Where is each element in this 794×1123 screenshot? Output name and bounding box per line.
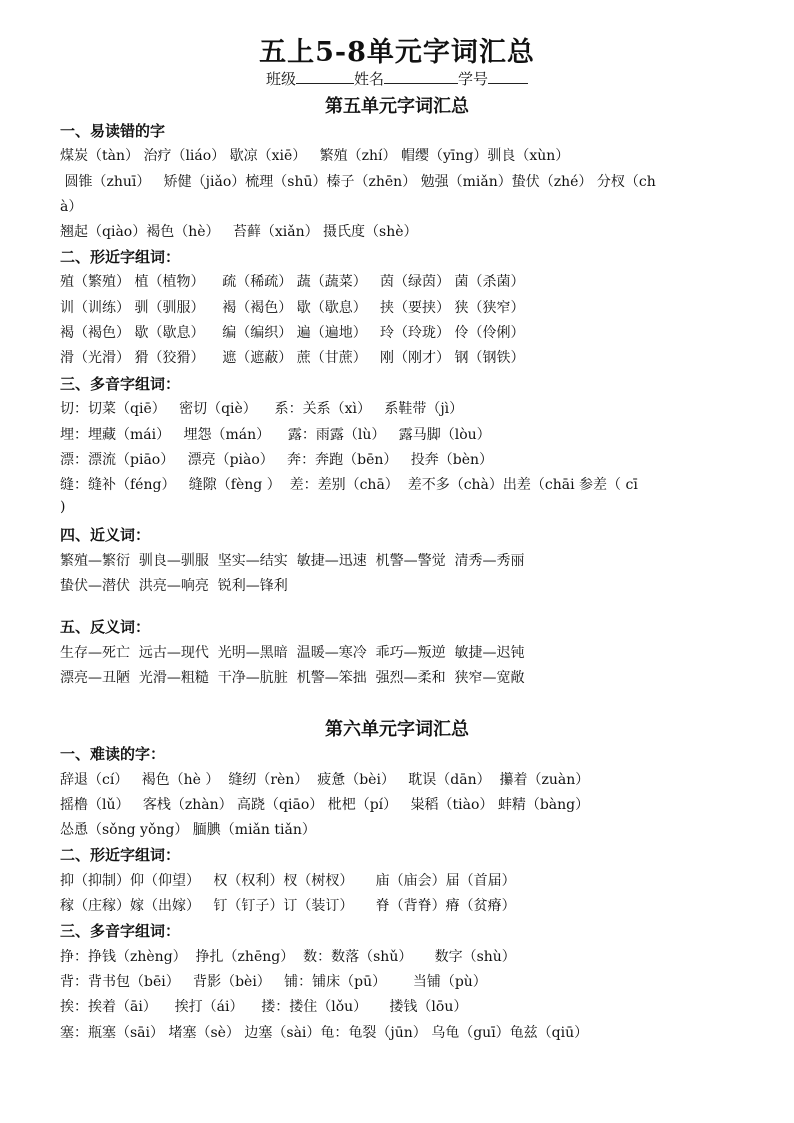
unit5-sec3-line: 漂：漂流（piāo） 漂亮（piào） 奔：奔跑（bēn） 投奔（bèn） bbox=[60, 452, 494, 468]
unit5-sec4-line: 繁殖—繁衍 驯良—驯服 坚实—结实 敏捷—迅速 机警—警觉 清秀—秀丽 bbox=[60, 553, 525, 569]
name-label: 姓名 bbox=[353, 70, 384, 88]
unit5-sec3-line: 切：切菜（qiē） 密切（qiè） 系：关系（xì） 系鞋带（jì） bbox=[60, 401, 464, 417]
unit5-sec5-line: 生存—死亡 远古—现代 光明—黑暗 温暖—寒冷 乖巧—叛逆 敏捷—迟钝 bbox=[60, 645, 525, 661]
unit6-title: 第六单元字词汇总 bbox=[325, 719, 469, 740]
unit5-sec1-line: 翘起（qiào）褐色（hè） 苔藓（xiǎn） 摄氏度（shè） bbox=[60, 224, 418, 240]
unit6-sec1-line: 摇橹（lǔ） 客栈（zhàn） 高跷（qiāo） 枇杷（pí） 粜稻（tiào） 蚌精（bàng） bbox=[60, 797, 590, 813]
unit5-sec3-heading: 三、多音字组词： bbox=[60, 375, 181, 393]
unit6-sec1-line: 怂恿（sǒng yǒng） 腼腆（miǎn tiǎn） bbox=[60, 822, 316, 838]
unit6-sec3-line: 挣：挣钱（zhèng） 挣扎（zhēng） 数：数落（shǔ） 数字（shù） bbox=[60, 949, 516, 965]
unit6-sec1-heading: 一、难读的字： bbox=[60, 745, 166, 763]
unit5-sec5-heading: 五、反义词： bbox=[60, 618, 151, 636]
unit5-sec3-line: 缝：缝补（féng） 缝隙（fèng ） 差：差别（chā） 差不多（chà）出差（chāi 参差（ cī bbox=[60, 477, 638, 493]
unit5-sec1-heading: 一、易读错的字 bbox=[60, 122, 166, 140]
unit5-sec4-line: 蛰伏—潜伏 洪亮—响亮 锐利—锋利 bbox=[60, 578, 288, 594]
unit5-sec5-line: 漂亮—丑陋 光滑—粗糙 干净—肮脏 机警—笨拙 强烈—柔和 狭窄—宽敞 bbox=[60, 670, 525, 686]
name-blank bbox=[384, 69, 458, 84]
unit5-sec2-line: 训（训练） 驯（驯服） 褐（褐色） 歇（歇息） 挟（要挟） 狭（狭窄） bbox=[60, 300, 525, 316]
unit5-sec2-line: 褐（褐色） 歇（歇息） 编（编织） 遍（遍地） 玲（玲珑） 伶（伶俐） bbox=[60, 325, 525, 341]
page-title: 五上5-8单元字词汇总 bbox=[259, 37, 535, 68]
unit6-sec2-line: 抑（抑制）仰（仰望） 权（权利）杈（树杈） 庙（庙会）届（首届） bbox=[60, 873, 516, 889]
unit5-sec2-line: 殖（繁殖） 植（植物） 疏（稀疏） 蔬（蔬菜） 茵（绿茵） 菌（杀菌） bbox=[60, 274, 525, 290]
unit6-sec3-line: 挨：挨着（āi） 挨打（ái） 搂：搂住（lǒu） 搂钱（lōu） bbox=[60, 999, 468, 1015]
unit6-sec3-line: 背：背书包（bēi） 背影（bèi） 铺：铺床（pū） 当铺（pù） bbox=[60, 974, 487, 990]
unit6-sec3-heading: 三、多音字组词： bbox=[60, 922, 181, 940]
unit5-sec3-line: ) bbox=[60, 499, 66, 515]
unit5-sec4-heading: 四、近义词： bbox=[60, 526, 151, 544]
unit5-title: 第五单元字词汇总 bbox=[325, 96, 469, 117]
unit5-sec3-line: 埋：埋藏（mái） 埋怨（mán） 露：雨露（lù） 露马脚（lòu） bbox=[60, 427, 491, 443]
unit5-sec1-line: 圆锥（zhuī） 矫健（jiǎo）梳理（shū）榛子（zhēn） 勉强（miǎn）蛰伏（zhé） 分杈（ch bbox=[60, 174, 656, 190]
unit6-sec3-line: 塞：瓶塞（sāi） 堵塞（sè） 边塞（sài）龟：龟裂（jūn） 乌龟（guī）龟兹（qiū） bbox=[60, 1025, 589, 1041]
student-id-blank bbox=[488, 69, 528, 84]
student-info-line bbox=[0, 68, 794, 89]
unit5-sec1-line: à） bbox=[60, 199, 83, 215]
unit5-sec2-heading: 二、形近字组词： bbox=[60, 248, 181, 266]
unit6-sec1-line: 辞退（cí） 褐色（hè ） 缝纫（rèn） 疲惫（bèi） 耽误（dān） 攥着（zuàn） bbox=[60, 772, 590, 788]
unit6-sec2-heading: 二、形近字组词： bbox=[60, 846, 181, 864]
student-id-label: 学号 bbox=[458, 70, 489, 88]
class-label: 班级 bbox=[265, 70, 296, 88]
unit6-sec2-line: 稼（庄稼）嫁（出嫁） 钉（钉子）订（装订） 脊（背脊）瘠（贫瘠） bbox=[60, 898, 516, 914]
class-blank bbox=[296, 69, 354, 84]
unit5-sec2-line: 滑（光滑） 猾（狡猾） 遮（遮蔽） 蔗（甘蔗） 刚（刚才） 钢（钢铁） bbox=[60, 350, 525, 366]
unit5-sec1-line: 煤炭（tàn） 治疗（liáo） 歇凉（xiē） 繁殖（zhí） 帽缨（yīng）驯良（xùn） bbox=[60, 148, 570, 164]
